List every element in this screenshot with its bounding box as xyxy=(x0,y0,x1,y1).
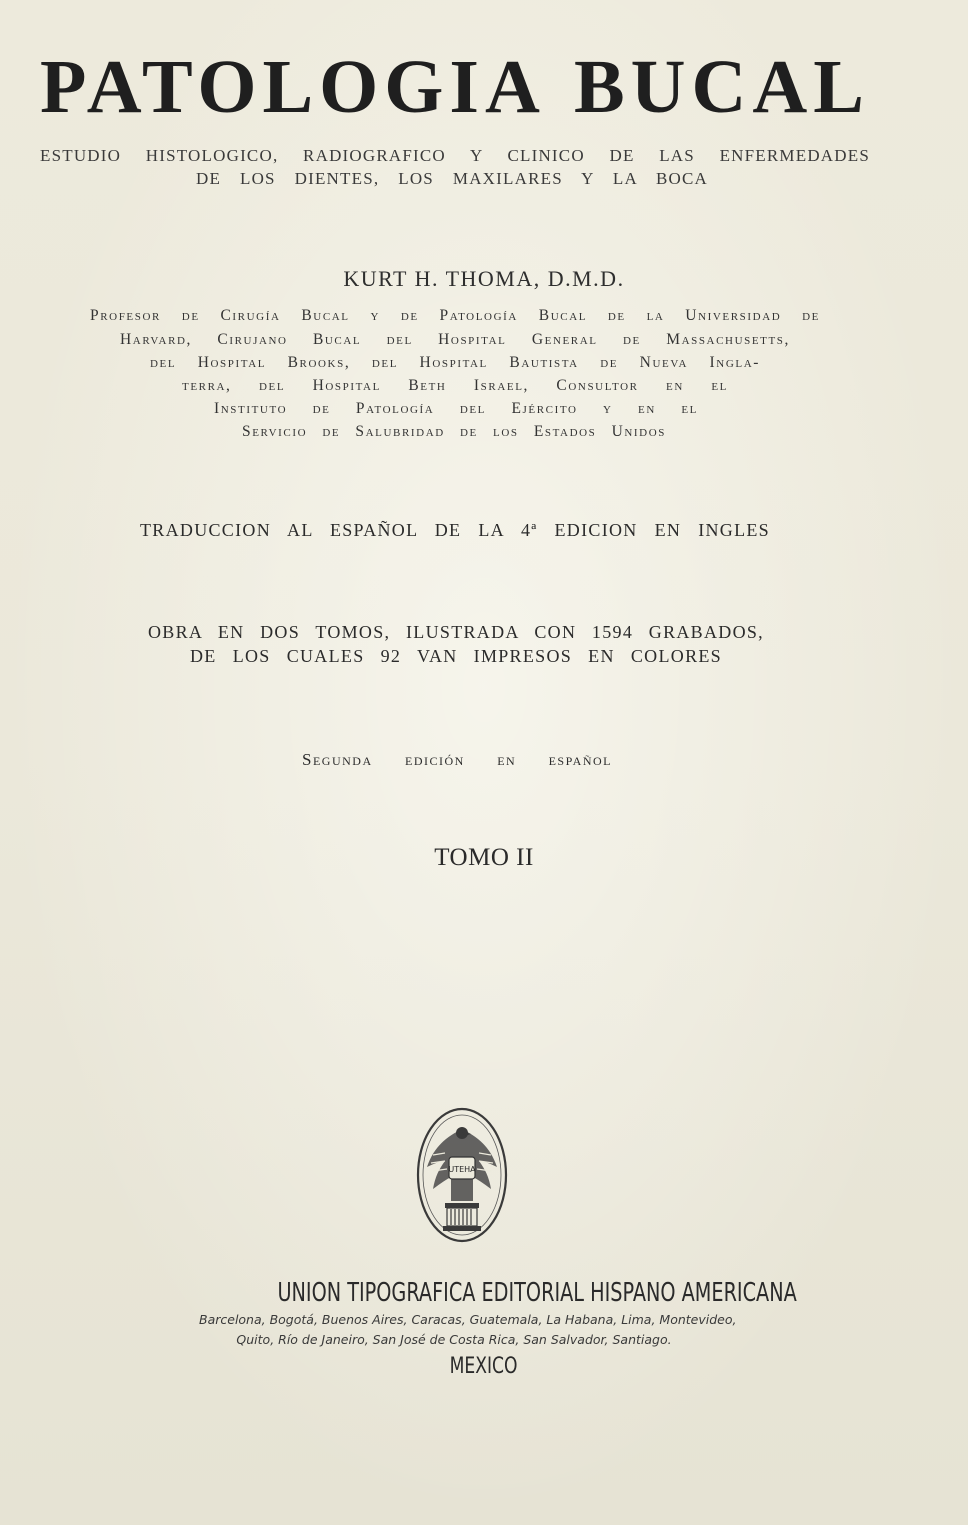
svg-text:UTEHA: UTEHA xyxy=(448,1165,476,1174)
publisher-cities-line-1: Barcelona, Bogotá, Buenos Aires, Caracas, Guatemala, La Habana, Lima, Montevideo, xyxy=(199,1312,737,1327)
credential-line-6: Servicio de Salubridad de los Estados Unidos xyxy=(242,423,666,440)
work-description-line-1: OBRA EN DOS TOMOS, ILUSTRADA CON 1594 GRABADOS, xyxy=(148,622,764,642)
credential-line-2: Harvard, Cirujano Bucal del Hospital General de Massachusetts, xyxy=(120,331,790,348)
publisher-city-text: MEXICO xyxy=(450,1354,518,1379)
volume-label: TOMO II xyxy=(434,844,534,871)
translation-note: TRADUCCION AL ESPAÑOL DE LA 4ª EDICION EN INGLES xyxy=(140,520,770,540)
credential-line-3: del Hospital Brooks, del Hospital Bautista de Nueva Ingla- xyxy=(150,354,760,371)
credential-line-4: terra, del Hospital Beth Israel, Consultor en el xyxy=(182,377,728,394)
author-name: KURT H. THOMA, D.M.D. xyxy=(343,266,625,291)
eagle-emblem-icon xyxy=(415,1105,509,1245)
work-description-line-2: DE LOS CUALES 92 VAN IMPRESOS EN COLORES xyxy=(190,646,722,666)
credential-line-1: Profesor de Cirugía Bucal y de Patología Bucal de la Universidad de xyxy=(90,307,820,324)
subtitle-line-1: ESTUDIO HISTOLOGICO, RADIOGRAFICO Y CLINICO DE LAS ENFERMEDADES xyxy=(40,146,870,165)
credential-line-5: Instituto de Patología del Ejército y en el xyxy=(214,400,698,417)
edition-note: Segunda edición en español xyxy=(302,750,612,769)
publisher-city xyxy=(0,1354,968,1379)
publisher-name: UNION TIPOGRAFICA EDITORIAL HISPANO AMERICANA xyxy=(277,1278,797,1308)
publisher-cities-line-2: Quito, Río de Janeiro, San José de Costa Rica, San Salvador, Santiago. xyxy=(236,1332,672,1347)
subtitle-line-2: DE LOS DIENTES, LOS MAXILARES Y LA BOCA xyxy=(196,169,708,188)
book-title: PATOLOGIA BUCAL xyxy=(40,45,870,129)
